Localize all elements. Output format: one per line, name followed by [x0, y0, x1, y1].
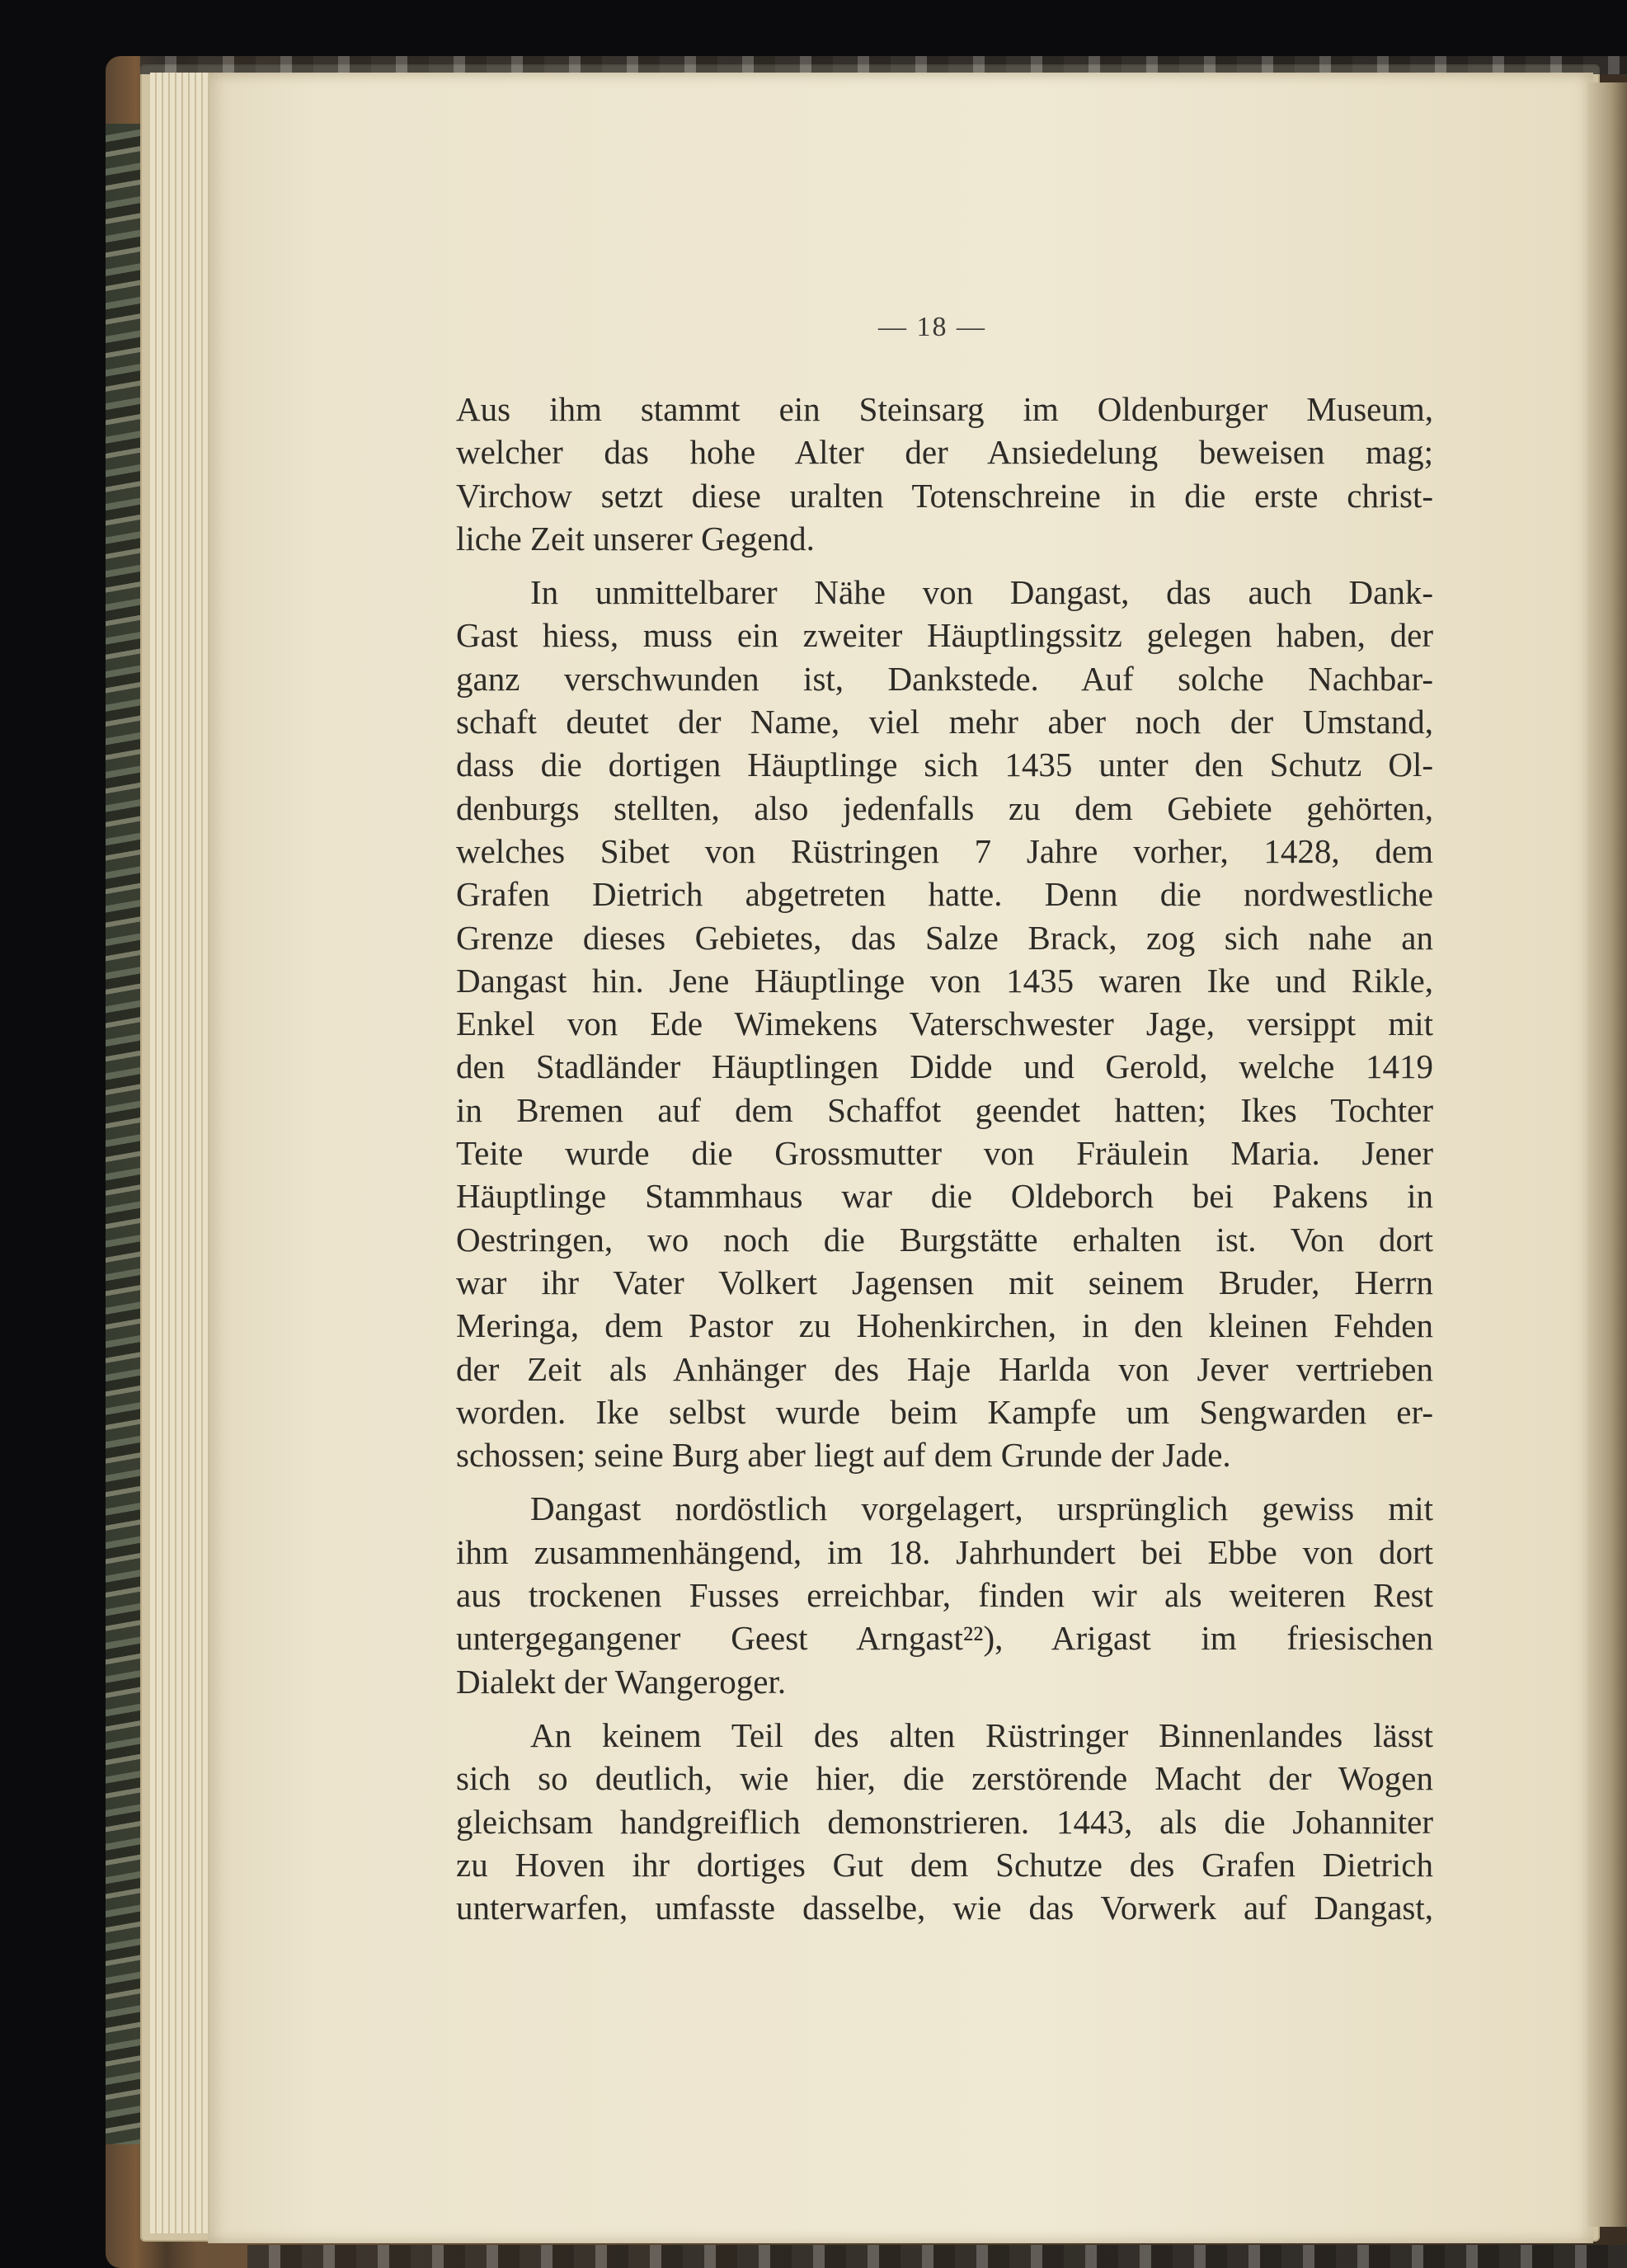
text-line: welcher das hohe Alter der Ansiedelung beweisen mag; [456, 433, 1433, 472]
text-line: worden. Ike selbst wurde beim Kampfe um Sengwarden er- [456, 1392, 1433, 1431]
right-page-edge [1587, 82, 1627, 2227]
text-line: untergegangener Geest Arngast²²), Arigast im friesischen [456, 1619, 1433, 1658]
text-line: Oestringen, wo noch die Burgstätte erhalten ist. Von dort [456, 1220, 1433, 1259]
paragraph-1 [456, 388, 1433, 560]
text-line: in Bremen auf dem Schaffot geendet hatten; Ikes Tochter [456, 1090, 1433, 1129]
text-line: Aus ihm stammt ein Steinsarg im Oldenburger Museum, [456, 390, 1433, 428]
text-line: Gast hiess, muss ein zweiter Häuptlingssitz gelegen haben, der [456, 616, 1433, 655]
text-line: liche Zeit unserer Gegend. [456, 519, 815, 558]
text-line: denburgs stellten, also jedenfalls zu dem Gebiete gehörten, [456, 788, 1433, 827]
text-line: schaft deutet der Name, viel mehr aber noch der Umstand, [456, 703, 1433, 741]
text-line: Dangast hin. Jene Häuptlinge von 1435 waren Ike und Rikle, [456, 961, 1433, 1000]
text-line: Dangast nordöstlich vorgelagert, ursprünglich gewiss mit [530, 1489, 1433, 1528]
paragraph-4 [456, 1714, 1433, 1929]
text-line: Grenze dieses Gebietes, das Salze Brack, zog sich nahe an [456, 918, 1433, 957]
text-line: In unmittelbarer Nähe von Dangast, das auch Dank- [530, 573, 1433, 612]
text-line: Meringa, dem Pastor zu Hohenkirchen, in den kleinen Fehden [456, 1306, 1433, 1345]
text-line: Grafen Dietrich abgetreten hatte. Denn die nordwestliche [456, 875, 1433, 914]
text-line: welches Sibet von Rüstringen 7 Jahre vorher, 1428, dem [456, 831, 1433, 870]
text-line: war ihr Vater Volkert Jagensen mit seinem Bruder, Herrn [456, 1263, 1433, 1301]
text-line: zu Hoven ihr dortiges Gut dem Schutze des Grafen Dietrich [456, 1845, 1433, 1884]
text-line: den Stadländer Häuptlingen Didde und Gerold, welche 1419 [456, 1047, 1433, 1086]
text-line: Häuptlinge Stammhaus war die Oldeborch bei Pakens in [456, 1177, 1433, 1216]
page-edges [150, 73, 209, 2233]
bottom-spine-band [247, 2245, 1627, 2268]
text-line: Teite wurde die Grossmutter von Fräulein Maria. Jener [456, 1134, 1433, 1173]
text-line: gleichsam handgreiflich demonstrieren. 1443, als die Johanniter [456, 1802, 1433, 1841]
text-line: unterwarfen, umfasste dasselbe, wie das Vorwerk auf Dangast, [456, 1889, 1433, 1927]
text-line: der Zeit als Anhänger des Haje Harlda von Jever vertrieben [456, 1349, 1433, 1388]
text-line: ihm zusammenhängend, im 18. Jahrhundert bei Ebbe von dort [456, 1532, 1433, 1571]
text-line: schossen; seine Burg aber liegt auf dem Grunde der Jade. [456, 1436, 1231, 1475]
text-line: ganz verschwunden ist, Dankstede. Auf solche Nachbar- [456, 659, 1433, 698]
paragraph-2 [456, 571, 1433, 1476]
text-line: aus trockenen Fusses erreichbar, finden wir als weiteren Rest [456, 1576, 1433, 1615]
page-number: — 18 — [878, 312, 986, 342]
text-line: Enkel von Ede Wimekens Vaterschwester Jage, versippt mit [456, 1005, 1433, 1043]
marbled-edge [106, 124, 140, 2144]
text-line: An keinem Teil des alten Rüstringer Binnenlandes lässt [530, 1715, 1433, 1754]
body-text [456, 388, 1433, 1929]
paragraph-3 [456, 1487, 1433, 1702]
text-line: dass die dortigen Häuptlinge sich 1435 unter den Schutz Ol- [456, 746, 1433, 784]
top-spine-band [140, 56, 1627, 74]
text-line: Dialekt der Wangeroger. [456, 1662, 787, 1701]
text-line: sich so deutlich, wie hier, die zerstörende Macht der Wogen [456, 1759, 1433, 1798]
text-line: Virchow setzt diese uralten Totenschreine in die erste christ- [456, 476, 1433, 515]
